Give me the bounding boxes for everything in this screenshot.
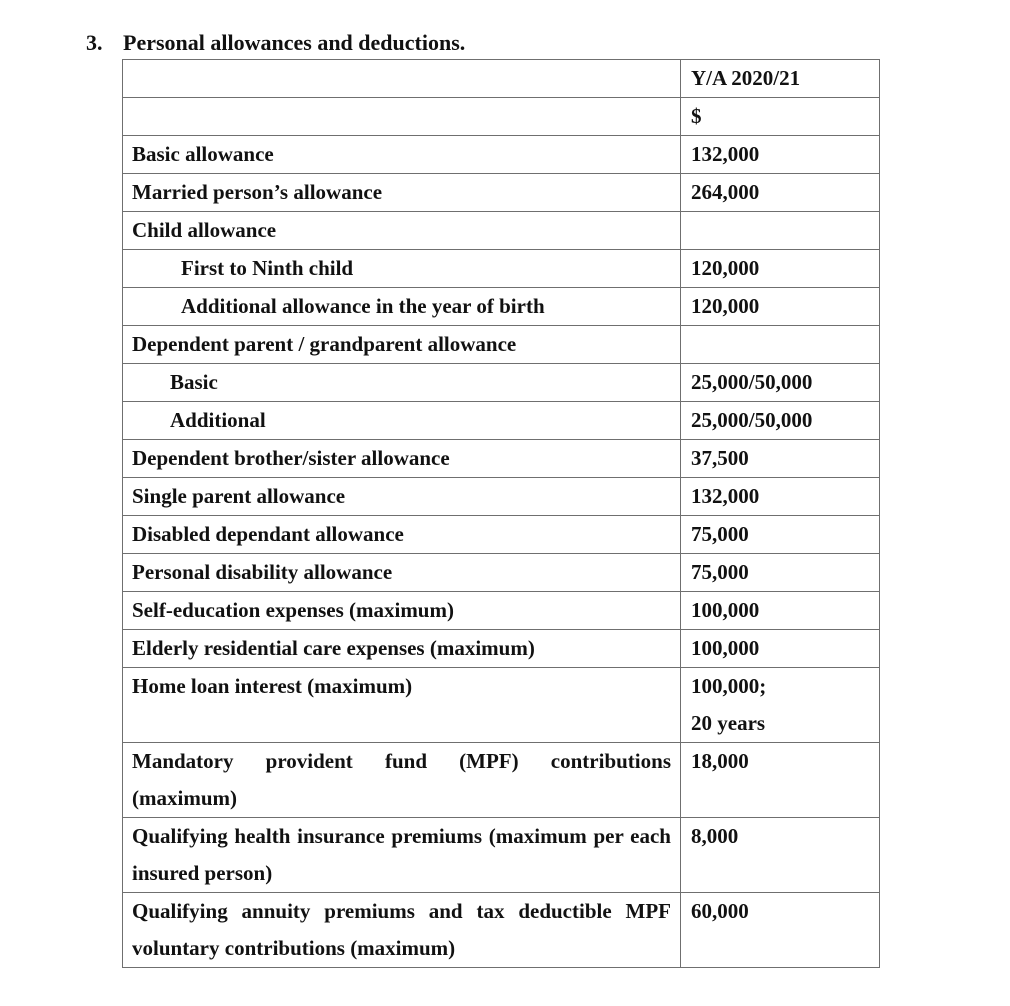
row-value: 132,000 — [681, 478, 880, 516]
row-label: Disabled dependant allowance — [123, 516, 681, 554]
row-value: 25,000/50,000 — [681, 364, 880, 402]
currency-header: $ — [681, 98, 880, 136]
row-value: 8,000 — [681, 818, 880, 893]
row-value: 75,000 — [681, 516, 880, 554]
table-currency-row — [123, 98, 880, 136]
table-row — [123, 402, 880, 440]
table-row — [123, 326, 880, 364]
table-row — [123, 592, 880, 630]
row-value: 100,000 — [681, 630, 880, 668]
table-row — [123, 554, 880, 592]
table-header-row — [123, 60, 880, 98]
row-value: 100,000 — [681, 592, 880, 630]
table-row — [123, 630, 880, 668]
row-value: 37,500 — [681, 440, 880, 478]
row-label: Child allowance — [123, 212, 681, 250]
table-row — [123, 668, 880, 743]
row-label: Additional — [123, 402, 681, 440]
table-row — [123, 212, 880, 250]
table-row — [123, 250, 880, 288]
row-label: Elderly residential care expenses (maximum) — [123, 630, 681, 668]
row-label: Dependent parent / grandparent allowance — [123, 326, 681, 364]
row-value: 75,000 — [681, 554, 880, 592]
row-value: 120,000 — [681, 288, 880, 326]
row-label: Qualifying annuity premiums and tax deductible MPF voluntary contributions (maximum) — [123, 893, 681, 968]
row-label: First to Ninth child — [123, 250, 681, 288]
section-heading — [86, 29, 465, 57]
row-value-line2: 20 years — [691, 711, 766, 735]
row-label: Personal disability allowance — [123, 554, 681, 592]
row-value: 25,000/50,000 — [681, 402, 880, 440]
table-row — [123, 288, 880, 326]
row-label: Basic allowance — [123, 136, 681, 174]
row-label: Qualifying health insurance premiums (maximum per each insured person) — [123, 818, 681, 893]
year-of-assessment-header: Y/A 2020/21 — [681, 60, 880, 98]
row-value — [681, 212, 880, 250]
row-value: 18,000 — [681, 743, 880, 818]
row-value — [681, 326, 880, 364]
currency-blank-cell — [123, 98, 681, 136]
table-row — [123, 364, 880, 402]
table-row — [123, 478, 880, 516]
row-value: 120,000 — [681, 250, 880, 288]
table-row — [123, 440, 880, 478]
row-label: Additional allowance in the year of birth — [123, 288, 681, 326]
row-label: Married person’s allowance — [123, 174, 681, 212]
table-row — [123, 516, 880, 554]
row-label: Mandatory provident fund (MPF) contributions (maximum) — [123, 743, 681, 818]
section-number: 3. — [86, 30, 103, 55]
row-value — [681, 668, 880, 743]
row-label: Self-education expenses (maximum) — [123, 592, 681, 630]
row-value: 132,000 — [681, 136, 880, 174]
table-row — [123, 743, 880, 818]
row-label: Home loan interest (maximum) — [123, 668, 681, 743]
row-label: Basic — [123, 364, 681, 402]
table-row — [123, 136, 880, 174]
row-value-line1: 100,000; — [691, 674, 767, 698]
section-title: Personal allowances and deductions. — [123, 30, 466, 55]
header-blank-cell — [123, 60, 681, 98]
allowances-table — [122, 59, 880, 968]
table-row — [123, 893, 880, 968]
row-value: 60,000 — [681, 893, 880, 968]
row-label: Single parent allowance — [123, 478, 681, 516]
row-value: 264,000 — [681, 174, 880, 212]
table-row — [123, 818, 880, 893]
table-row — [123, 174, 880, 212]
row-label: Dependent brother/sister allowance — [123, 440, 681, 478]
